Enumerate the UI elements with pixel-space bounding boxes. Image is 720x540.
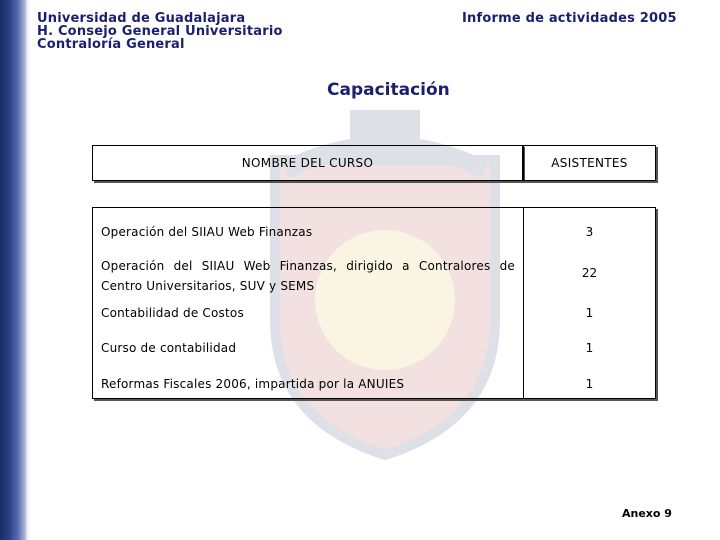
council-name: H. Consejo General Universitario (37, 24, 283, 39)
column-header-attendees-label: ASISTENTES (551, 156, 628, 170)
institution-name: Universidad de Guadalajara (37, 11, 246, 26)
courses-table (92, 207, 656, 399)
course-name: Curso de contabilidad (101, 341, 237, 355)
attendee-count: 22 (581, 266, 598, 280)
course-name: Operación del SIIAU Web Finanzas, dirigido a Contralores de Centro Universitarios, SUV y SEMS (101, 259, 515, 293)
column-header-attendees (523, 145, 656, 181)
annex-label: Anexo 9 (622, 507, 672, 520)
column-header-course-label: NOMBRE DEL CURSO (241, 156, 374, 170)
course-name: Contabilidad de Costos (101, 306, 244, 320)
column-header-course (92, 145, 523, 181)
left-decorative-band (0, 0, 26, 540)
report-title: Informe de actividades 2005 (462, 11, 677, 26)
attendee-count: 1 (585, 341, 594, 355)
attendee-count: 1 (585, 306, 594, 320)
section-title: Capacitación (327, 80, 450, 100)
attendee-count: 1 (585, 377, 594, 391)
course-name: Operación del SIIAU Web Finanzas (101, 225, 313, 239)
attendee-count: 3 (585, 225, 594, 239)
course-name: Reformas Fiscales 2006, impartida por la ANUIES (101, 377, 405, 391)
institution-header (37, 12, 283, 51)
office-name: Contraloría General (37, 37, 185, 52)
